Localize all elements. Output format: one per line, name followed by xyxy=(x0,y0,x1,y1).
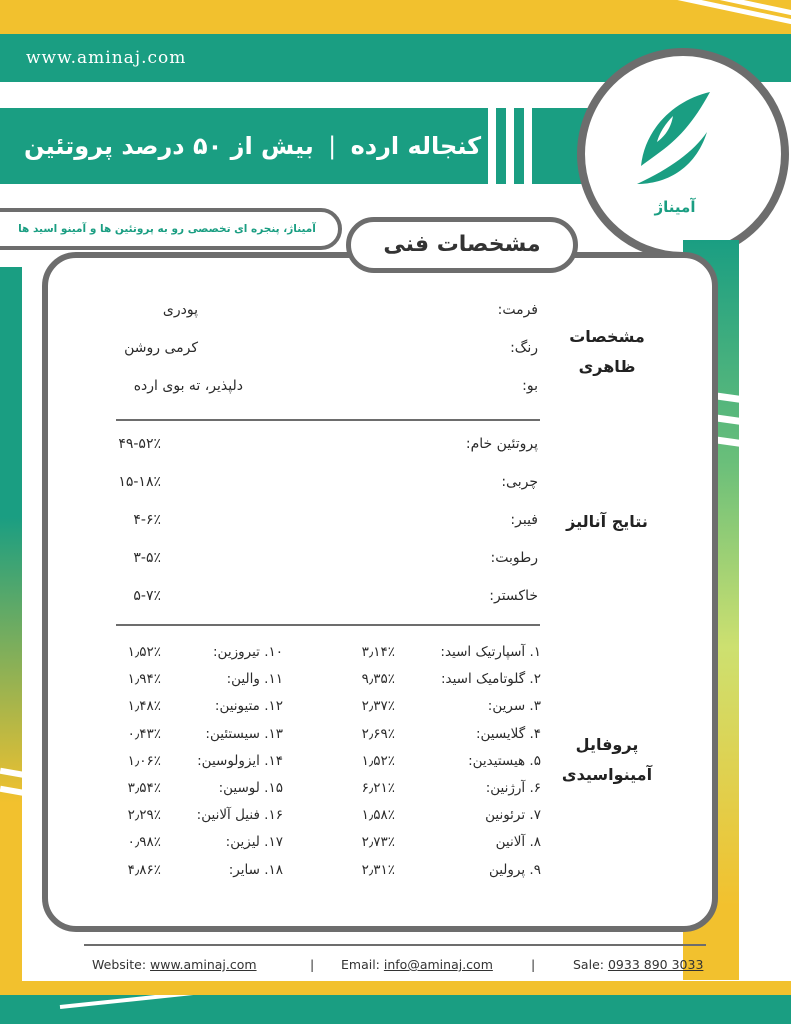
amino-acid-name: ۱۷. لیزین: xyxy=(225,834,283,851)
header-website: www.aminaj.com xyxy=(26,48,187,68)
amino-acid-name: ۹. پرولین xyxy=(488,861,541,878)
section-appearance-line1: مشخصات xyxy=(569,327,645,346)
logo-text: آمیناژ xyxy=(654,198,696,216)
amino-acid-value: ۲٫۶۹٪ xyxy=(361,725,395,742)
analysis-value-fiber: ۴-۶٪ xyxy=(133,512,161,528)
headline-separator: | xyxy=(328,132,337,160)
footer-email-label: Email: xyxy=(341,957,380,972)
analysis-label-protein: پروتئین خام: xyxy=(465,436,538,452)
amino-acid-value: ۹٫۳۵٪ xyxy=(361,671,395,688)
analysis-label-fiber: فیبر: xyxy=(510,512,538,528)
amino-acid-name: ۲. گلوتامیک اسید: xyxy=(440,671,541,688)
headline-title-part1: کنجاله ارده xyxy=(350,132,482,160)
divider xyxy=(116,419,540,421)
appearance-label-format: فرمت: xyxy=(497,302,538,318)
analysis-value-fat: ۱۵-۱۸٪ xyxy=(118,474,161,490)
leaf-logo-icon xyxy=(615,88,745,200)
divider xyxy=(116,624,540,626)
appearance-label-smell: بو: xyxy=(522,378,538,394)
amino-acid-value: ۱٫۵۲٪ xyxy=(361,752,395,769)
analysis-value-protein: ۴۹-۵۲٪ xyxy=(118,436,161,452)
section-analysis: نتایج آنالیز xyxy=(566,512,648,531)
amino-acid-name: ۱۳. سیستئین: xyxy=(205,725,283,742)
decor-stripe xyxy=(60,995,319,1009)
footer-email xyxy=(341,957,493,972)
amino-acid-name: ۱۶. فنیل آلانین: xyxy=(196,807,283,824)
amino-acid-name: ۱۲. متیونین: xyxy=(214,698,283,715)
bottom-green-band xyxy=(0,995,791,1024)
amino-acid-value: ۲٫۷۳٪ xyxy=(361,834,395,851)
section-amino-line2: آمینواسیدی xyxy=(561,765,653,784)
amino-acid-name: ۵. هیستیدین: xyxy=(468,752,541,769)
left-decor-bar xyxy=(0,267,22,981)
tagline: آمیناژ، پنجره ای تخصصی رو به پروتئین ها و آمینو اسید ها xyxy=(18,223,316,235)
analysis-value-ash: ۵-۷٪ xyxy=(133,588,161,604)
amino-acid-value: ۳٫۵۴٪ xyxy=(127,780,161,796)
top-decor-band xyxy=(0,0,791,34)
amino-acid-name: ۱. آسپارتیک اسید: xyxy=(440,644,541,660)
appearance-value-smell: دلپذیر، ته بوی ارده xyxy=(133,378,243,394)
amino-acid-value: ۱٫۰۶٪ xyxy=(127,752,161,769)
section-amino xyxy=(552,730,662,790)
headline-stripe xyxy=(488,108,496,184)
amino-acid-value: ۳٫۱۴٪ xyxy=(361,644,395,660)
footer-website-label: Website: xyxy=(92,957,147,972)
appearance-value-color: کرمی روشن xyxy=(124,340,198,356)
footer-website-link[interactable]: www.aminaj.com xyxy=(150,957,257,972)
amino-acid-value: ۱٫۹۴٪ xyxy=(127,671,161,688)
bottom-decor-band xyxy=(0,981,791,995)
amino-acid-value: ۶٫۲۱٪ xyxy=(361,780,395,796)
headline-stripe xyxy=(506,108,514,184)
amino-acid-name: ۷. ترئونین xyxy=(485,807,541,824)
appearance-value-format: پودری xyxy=(162,302,198,318)
footer-website xyxy=(92,957,257,972)
amino-acid-name: ۳. سرین: xyxy=(487,698,541,715)
amino-acid-name: ۱۰. تیروزین: xyxy=(213,644,283,660)
headline-title xyxy=(24,108,481,184)
amino-acid-value: ۱٫۵۲٪ xyxy=(127,644,161,660)
footer-sep: | xyxy=(531,957,536,972)
amino-acid-name: ۶. آرژنین: xyxy=(485,780,541,796)
amino-acid-name: ۱۸. سایر: xyxy=(228,861,283,878)
amino-acid-value: ۰٫۹۸٪ xyxy=(127,834,161,851)
amino-acid-value: ۰٫۴۳٪ xyxy=(127,725,161,742)
headline-stripe xyxy=(524,108,532,184)
headline-title-part2: بیش از ۵۰ درصد پروتئین xyxy=(24,132,314,160)
amino-acid-value: ۴٫۸۶٪ xyxy=(127,861,161,878)
section-appearance xyxy=(552,322,662,382)
amino-acid-name: ۴. گلایسین: xyxy=(475,725,541,742)
amino-acid-value: ۱٫۴۸٪ xyxy=(127,698,161,715)
analysis-value-moisture: ۳-۵٪ xyxy=(133,550,161,566)
analysis-label-fat: چربی: xyxy=(501,474,538,490)
amino-acid-name: ۱۴. ایزولوسین: xyxy=(197,752,283,769)
amino-acid-name: ۱۵. لوسین: xyxy=(218,780,283,796)
footer-phone-link[interactable]: 0933 890 3033 xyxy=(607,957,704,972)
footer-divider xyxy=(84,944,706,946)
analysis-label-moisture: رطوبت: xyxy=(490,550,538,566)
amino-acid-value: ۲٫۳۱٪ xyxy=(361,861,395,878)
footer-email-link[interactable]: info@aminaj.com xyxy=(383,957,493,972)
amino-acid-name: ۱۱. والین: xyxy=(226,671,283,688)
section-amino-line1: پروفایل xyxy=(575,735,639,754)
amino-acid-value: ۲٫۲۹٪ xyxy=(127,807,161,824)
amino-acid-value: ۲٫۳۷٪ xyxy=(361,698,395,715)
section-appearance-line2: ظاهری xyxy=(578,357,636,376)
footer-sep: | xyxy=(310,957,315,972)
amino-acid-value: ۱٫۵۸٪ xyxy=(361,807,395,824)
card-title: مشخصات فنی xyxy=(383,232,541,257)
appearance-label-color: رنگ: xyxy=(510,340,538,356)
analysis-label-ash: خاکستر: xyxy=(489,588,538,604)
footer-phone xyxy=(573,957,703,972)
footer-phone-label: Sale: xyxy=(573,957,604,972)
amino-acid-name: ۸. آلانین xyxy=(495,834,541,851)
